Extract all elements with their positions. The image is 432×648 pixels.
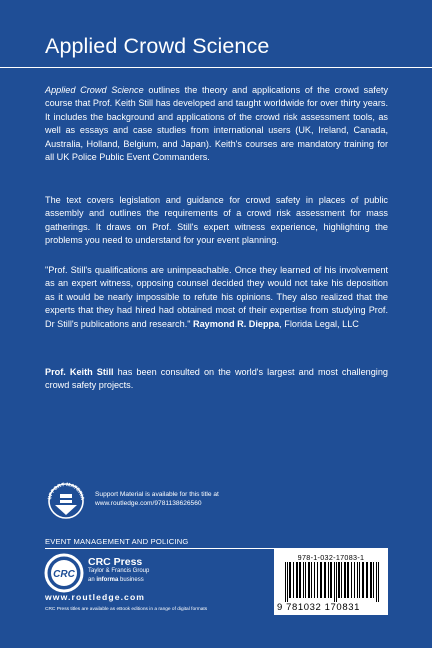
support-url[interactable]: www.routledge.com/9781138626560	[95, 500, 202, 507]
publisher-block	[88, 558, 149, 585]
ebook-note: CRC Press titles are available as eBook editions in a range of digital formats	[45, 607, 208, 612]
quote-affiliation: , Florida Legal, LLC	[279, 318, 359, 329]
quote-author: Raymond R. Dieppa	[193, 318, 280, 329]
support-icon-label: UPPORT MATERIA	[47, 481, 86, 501]
description-paragraph-2: The text covers legislation and guidance for crowd safety in places of public assembly and outlines the requirements of a crowd risk assessment for mass gatherings. It draws on Prof. Still's expert witness experience, highlighting the problems you need to understand for your event planning.	[45, 195, 388, 246]
quote-text: "Prof. Still's qualifications are unimpeachable. Once they learned of his involvement as an expert witness, opposing counsel decided they would not take his deposition as it would be nearly impossible to refute his opinions. They also realized that the experts that they had hired had obtained most of their expertise from studying Prof. Dr Still's publications and research."	[45, 265, 388, 329]
support-line-1: Support Material is available for this title at	[95, 491, 219, 498]
support-material-text	[95, 490, 219, 508]
author-bio	[45, 366, 388, 393]
book-title: Applied Crowd Science	[45, 34, 270, 58]
paragraph-1-text: outlines the theory and applications of the crowd safety course that Prof. Keith Still has developed and taught worldwide for over thirty years. It includes the background and applications of the crowd risk assessment tools, as well as essays and case studies from international users (UK, Ireland, Canada, Australia, Holland, Belgium, and Japan). Keith's courses are mandatory training for all UK Police Public Event Commanders.	[45, 85, 389, 163]
series-label: EVENT MANAGEMENT AND POLICING	[45, 537, 189, 546]
support-material-block	[45, 479, 219, 519]
isbn-text: 978-1-032-17083-1	[297, 553, 365, 562]
barcode-bars	[285, 562, 381, 602]
crc-press-logo	[44, 553, 84, 593]
publisher-imprint: an informa business	[88, 577, 144, 583]
title-divider	[0, 67, 432, 68]
author-name: Prof. Keith Still	[45, 367, 114, 377]
support-material-download-icon	[45, 479, 87, 519]
publisher-group: Taylor & Francis Group	[88, 568, 150, 574]
description-paragraph-1	[45, 84, 388, 164]
author-bio-text: has been consulted on the world's largest and most challenging crowd safety projects.	[45, 367, 388, 391]
publisher-website[interactable]: www.routledge.com	[45, 592, 146, 602]
isbn-barcode	[274, 549, 388, 615]
crc-logo-text: CRC	[53, 569, 75, 580]
isbn-digits: 9 781032 170831	[277, 602, 360, 613]
inline-book-title: Applied Crowd Science	[45, 85, 144, 95]
publisher-name: CRC Press	[88, 556, 143, 568]
endorsement-quote	[45, 264, 388, 331]
